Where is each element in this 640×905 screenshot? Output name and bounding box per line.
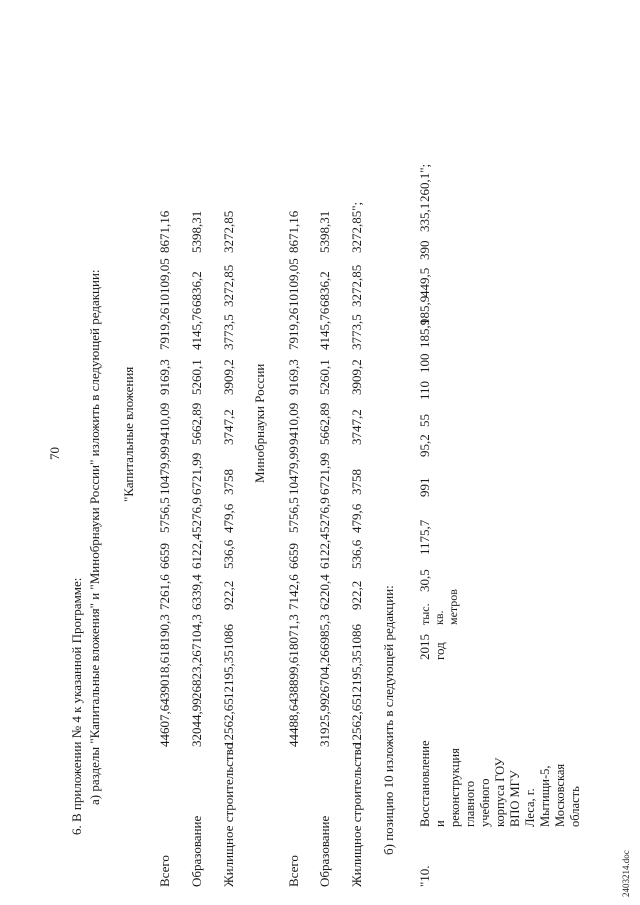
cell-total: 7919,26 [157, 307, 172, 350]
cell-education: 6721,99 [189, 452, 204, 495]
position-number: "10. [417, 865, 432, 887]
position-value: 110 [417, 380, 432, 400]
cell-total: 38899,61 [286, 650, 301, 699]
cell-housing: 922,2 [349, 580, 364, 610]
row-label-education: Образование [317, 815, 332, 887]
cell-education: 6985,3 [317, 614, 332, 650]
position-value: 260,1"; [417, 163, 432, 202]
position-value: 55 [417, 414, 432, 427]
cell-total: 9169,3 [286, 359, 301, 395]
cell-housing: 3272,85 [349, 264, 364, 307]
position-value: 991 [417, 477, 432, 497]
cell-education: 5260,1 [189, 359, 204, 395]
cell-total: 10109,05 [286, 258, 301, 307]
cell-education: 5276,9 [189, 497, 204, 533]
cell-housing: 3909,2 [221, 359, 236, 395]
cell-housing: 3758 [221, 469, 236, 495]
cell-total: 10109,05 [157, 258, 172, 307]
footer-doc-code: 2403214.doc [621, 850, 631, 897]
row-label-housing: Жилищное строительство [221, 742, 236, 887]
cell-education: 6339,4 [189, 574, 204, 610]
cell-total: 9410,09 [157, 402, 172, 445]
cell-housing: 3773,5 [349, 314, 364, 350]
position-period: год [432, 642, 447, 660]
cell-total: 5756,5 [286, 497, 301, 533]
section-title-capital: "Капитальные вложения [121, 366, 136, 502]
cell-housing: 12195,35 [349, 650, 364, 699]
position-value: 185,9 [417, 318, 432, 348]
cell-total: 8190,3 [157, 614, 172, 650]
row-label-total: Всего [157, 855, 172, 887]
cell-education: 6122,4 [317, 533, 332, 569]
cell-total: 9410,09 [286, 402, 301, 445]
cell-total: 9169,3 [157, 359, 172, 395]
cell-housing: 3909,2 [349, 359, 364, 395]
position-unit: тыс. кв. метров [418, 589, 460, 625]
cell-education: 5260,1 [317, 359, 332, 395]
cell-education: 5398,31 [189, 210, 204, 253]
cell-total: 7919,26 [286, 307, 301, 350]
cell-housing: 3272,85"; [349, 201, 364, 253]
section-title-ministry: Минобрнауки России [252, 363, 267, 483]
position-value: 335,1 [417, 202, 432, 232]
cell-education: 5662,89 [189, 402, 204, 445]
position-description: Восстановление и реконструкция главного учебного корпуса ГОУ ВПО МГУ Леса, г. Мытищи-5, Московская область [418, 740, 582, 827]
cell-education: 26704,26 [317, 650, 332, 699]
cell-total: 7142,6 [286, 574, 301, 610]
cell-housing: 922,2 [221, 580, 236, 610]
cell-housing: 3747,2 [221, 409, 236, 445]
row-label-total: Всего [286, 855, 301, 887]
cell-housing: 1086 [349, 624, 364, 650]
cell-housing: 3747,2 [349, 409, 364, 445]
cell-total: 6659 [286, 543, 301, 569]
cell-housing: 479,6 [221, 503, 236, 533]
cell-education: 4145,76 [317, 307, 332, 350]
cell-education: 32044,99 [189, 698, 204, 747]
cell-total: 44607,64 [157, 698, 172, 747]
position-value: 95,2 [417, 434, 432, 457]
position-year: 2015 [417, 634, 432, 660]
cell-education: 6122,4 [189, 533, 204, 569]
paragraph-a: а) разделы "Капитальные вложения" и "Минобрнауки России" изложить в следующей редакции: [87, 269, 102, 805]
cell-housing: 536,6 [349, 539, 364, 569]
cell-total: 39018,61 [157, 650, 172, 699]
paragraph-b: б) позицию 10 изложить в следующей редакции: [381, 585, 396, 855]
position-value: 390 [417, 240, 432, 260]
cell-total: 5756,5 [157, 497, 172, 533]
cell-education: 6836,2 [317, 271, 332, 307]
cell-total: 8671,16 [286, 210, 301, 253]
cell-education: 7104,3 [189, 614, 204, 650]
cell-housing: 1086 [221, 624, 236, 650]
row-label-housing: Жилищное строительство [349, 742, 364, 887]
row-label-education: Образование [189, 815, 204, 887]
cell-education: 5398,31 [317, 210, 332, 253]
cell-education: 6721,99 [317, 452, 332, 495]
cell-total: 44488,64 [286, 698, 301, 747]
cell-total: 6659 [157, 543, 172, 569]
position-value: 1175,7 [417, 519, 432, 555]
cell-education: 5276,9 [317, 497, 332, 533]
cell-housing: 3272,85 [221, 264, 236, 307]
position-value: 30,5 [417, 569, 432, 592]
cell-education: 6220,4 [317, 574, 332, 610]
cell-education: 5662,89 [317, 402, 332, 445]
cell-total: 7261,6 [157, 574, 172, 610]
cell-housing: 12562,65 [349, 698, 364, 747]
cell-housing: 3758 [349, 469, 364, 495]
page-number: 70 [47, 447, 62, 460]
cell-total: 10479,99 [157, 446, 172, 495]
cell-education: 6836,2 [189, 271, 204, 307]
cell-housing: 3272,85 [221, 210, 236, 253]
paragraph-6: 6. В приложении № 4 к указанной Программе: [69, 577, 84, 835]
position-value: 449,5 [417, 267, 432, 297]
cell-total: 8671,16 [157, 210, 172, 253]
cell-total: 10479,99 [286, 446, 301, 495]
cell-housing: 3773,5 [221, 314, 236, 350]
cell-education: 31925,99 [317, 698, 332, 747]
cell-total: 8071,3 [286, 614, 301, 650]
position-value: 185,9 [417, 295, 432, 325]
cell-education: 26823,26 [189, 650, 204, 699]
position-value: 100 [417, 353, 432, 373]
cell-housing: 536,6 [221, 539, 236, 569]
cell-housing: 12195,35 [221, 650, 236, 699]
cell-education: 4145,76 [189, 307, 204, 350]
cell-housing: 479,6 [349, 503, 364, 533]
cell-housing: 12562,65 [221, 698, 236, 747]
